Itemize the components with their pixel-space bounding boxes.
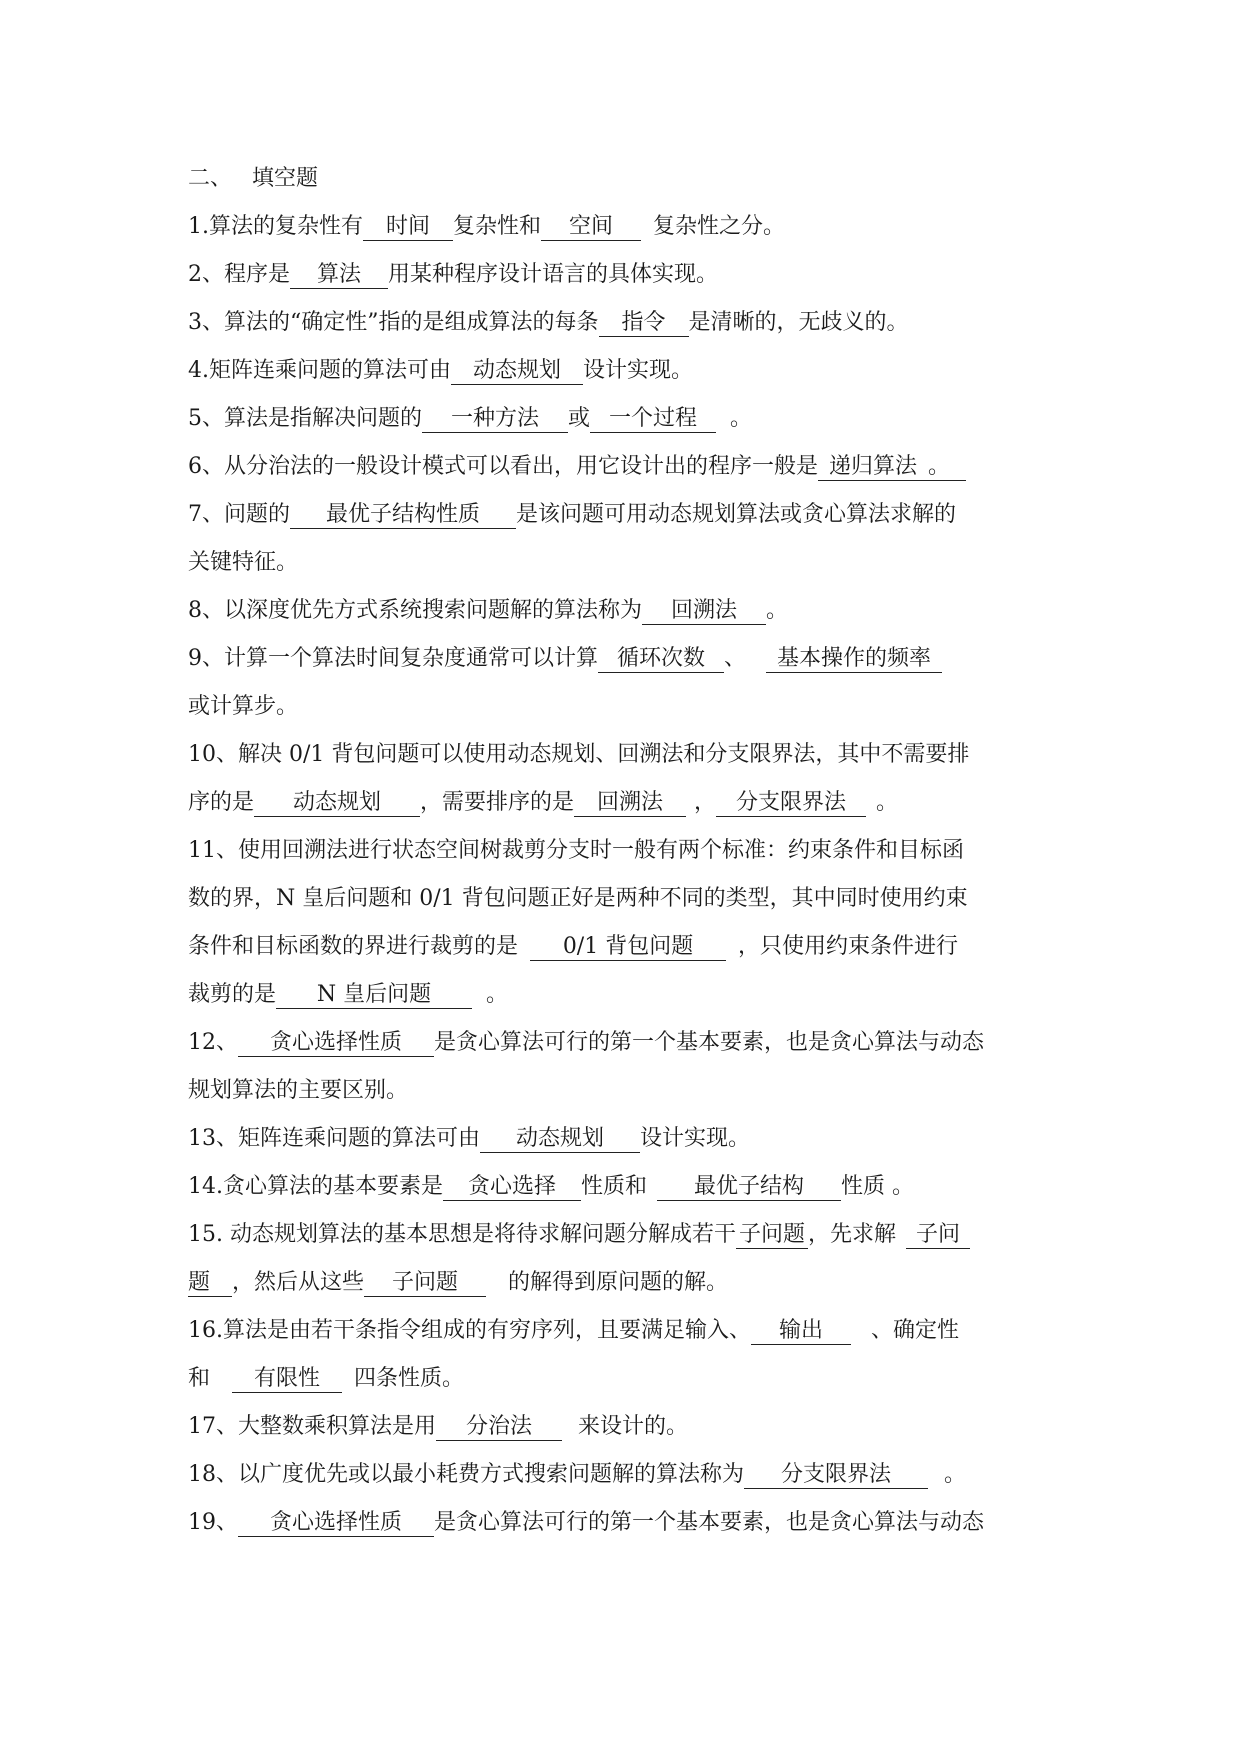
answer-blank: 贪心选择性质	[238, 1510, 434, 1537]
question-text: 关键特征。	[188, 550, 299, 575]
question-1	[188, 203, 1088, 251]
question-12	[188, 1019, 1088, 1067]
question-text: 9、计算一个算法时间复杂度通常可以计算	[188, 646, 598, 671]
question-text: 。	[730, 406, 753, 431]
answer-blank: 动态规划	[254, 790, 420, 817]
question-text: 或计算步。	[188, 694, 299, 719]
question-text: 11、使用回溯法进行状态空间树裁剪分支时一般有两个标准：约束条件和目标函	[188, 838, 964, 863]
answer-blank: 动态规划	[480, 1126, 640, 1153]
answer-blank: 分支限界法	[744, 1462, 928, 1489]
question-text: 。	[876, 790, 899, 815]
question-text: ，	[694, 790, 717, 815]
question-10	[188, 731, 1088, 779]
question-text: 和	[188, 1366, 211, 1391]
question-text: 的解得到原问题的解。	[508, 1270, 729, 1295]
question-text: 8、以深度优先方式系统搜索问题解的算法称为	[188, 598, 642, 623]
answer-blank: 子问	[906, 1222, 970, 1249]
question-text: 。	[486, 982, 509, 1007]
question-text: 性质和	[581, 1174, 648, 1199]
question-text: ，然后从这些	[232, 1270, 365, 1295]
answer-blank: 最优子结构性质	[290, 502, 516, 529]
question-text: 17、大整数乘积算法是用	[188, 1414, 436, 1439]
question-2	[188, 251, 1088, 299]
question-6	[188, 443, 1088, 491]
answer-blank: 动态规划	[451, 358, 583, 385]
question-text: 18、以广度优先或以最小耗费方式搜索问题解的算法称为	[188, 1462, 744, 1487]
question-18	[188, 1451, 1088, 1499]
question-text: 数的界，N 皇后问题和 0/1 背包问题正好是两种不同的类型，其中同时使用约束	[188, 886, 968, 911]
question-15-continued	[188, 1259, 1088, 1307]
question-text: 设计实现。	[640, 1126, 751, 1151]
answer-blank: 算法	[290, 262, 388, 289]
answer-blank: 贪心选择性质	[238, 1030, 434, 1057]
question-11-line-4	[188, 971, 1088, 1019]
question-text: 5、算法是指解决问题的	[188, 406, 422, 431]
question-text: 7、问题的	[188, 502, 290, 527]
answer-blank: 基本操作的频率	[766, 646, 942, 673]
question-text: 。	[944, 1462, 967, 1487]
question-10-continued	[188, 779, 1088, 827]
section-number: 二、	[188, 166, 233, 191]
answer-blank: 时间	[363, 214, 453, 241]
question-text: 14.贪心算法的基本要素是	[188, 1174, 443, 1199]
question-text: ，先求解	[807, 1222, 896, 1247]
question-text: 复杂性之分。	[653, 214, 786, 239]
answer-blank: 循环次数	[598, 646, 724, 673]
question-13	[188, 1115, 1088, 1163]
question-text: 四条性质。	[354, 1366, 465, 1391]
question-text: 用某种程序设计语言的具体实现。	[388, 262, 719, 287]
question-11-line-2	[188, 875, 1088, 923]
answer-blank: 空间	[541, 214, 641, 241]
question-text: 15. 动态规划算法的基本思想是将待求解问题分解成若干	[188, 1222, 736, 1247]
question-text: 复杂性和	[453, 214, 542, 239]
answer-blank: 分治法	[436, 1414, 562, 1441]
question-text: 裁剪的是	[188, 982, 277, 1007]
question-text: 2、程序是	[188, 262, 290, 287]
answer-blank: 有限性	[232, 1366, 342, 1393]
question-9-continued	[188, 683, 1088, 731]
question-9	[188, 635, 1088, 683]
question-12-continued	[188, 1067, 1088, 1115]
answer-blank: 子问题	[736, 1222, 808, 1249]
question-text: 设计实现。	[583, 358, 694, 383]
answer-blank: 递归算法	[818, 454, 928, 481]
question-text: 来设计的。	[578, 1414, 689, 1439]
answer-blank: 子问题	[364, 1270, 486, 1297]
question-text: 16.算法是由若干条指令组成的有穷序列，且要满足输入、	[188, 1318, 751, 1343]
answer-blank: 贪心选择	[443, 1174, 581, 1201]
question-17	[188, 1403, 1088, 1451]
question-15	[188, 1211, 1088, 1259]
answer-blank: 0/1 背包问题	[530, 934, 726, 961]
section-heading	[188, 155, 1088, 203]
question-text: ，只使用约束条件进行	[738, 934, 959, 959]
question-5	[188, 395, 1088, 443]
question-19	[188, 1499, 1088, 1547]
question-text: 1.算法的复杂性有	[188, 214, 363, 239]
answer-blank: N 皇后问题	[276, 982, 472, 1009]
question-16	[188, 1307, 1088, 1355]
answer-blank: 输出	[751, 1318, 851, 1345]
question-text: 是该问题可用动态规划算法或贪心算法求解的	[516, 502, 957, 527]
question-text: 6、从分治法的一般设计模式可以看出，用它设计出的程序一般是	[188, 454, 818, 479]
question-text: 3、算法的“确定性”指的是组成算法的每条	[188, 310, 599, 335]
answer-blank: 一种方法	[422, 406, 568, 433]
question-text: 。	[766, 598, 789, 623]
question-text: 规划算法的主要区别。	[188, 1078, 409, 1103]
question-text: 、	[724, 646, 747, 671]
answer-blank: 最优子结构	[657, 1174, 841, 1201]
question-4	[188, 347, 1088, 395]
question-text: 条件和目标函数的界进行裁剪的是	[188, 934, 519, 959]
question-text: 序的是	[188, 790, 255, 815]
question-text: 、确定性	[871, 1318, 960, 1343]
question-text: 19、	[188, 1510, 238, 1535]
answer-blank: 分支限界法	[716, 790, 866, 817]
answer-blank: 回溯法	[574, 790, 686, 817]
question-text: ，需要排序的是	[420, 790, 575, 815]
question-text: 是清晰的，无歧义的。	[688, 310, 909, 335]
answer-blank: 题	[188, 1270, 232, 1297]
question-3	[188, 299, 1088, 347]
answer-blank-end: 。	[928, 454, 966, 481]
question-text: 性质 。	[841, 1174, 915, 1199]
question-text: 4.矩阵连乘问题的算法可由	[188, 358, 451, 383]
question-11	[188, 827, 1088, 875]
question-11-line-3	[188, 923, 1088, 971]
answer-blank: 回溯法	[642, 598, 766, 625]
section-title: 填空题	[252, 166, 319, 191]
question-text: 是贪心算法可行的第一个基本要素，也是贪心算法与动态	[434, 1030, 985, 1055]
question-list	[188, 155, 1088, 1547]
question-text: 13、矩阵连乘问题的算法可由	[188, 1126, 480, 1151]
question-text: 12、	[188, 1030, 238, 1055]
answer-blank: 指令	[599, 310, 689, 337]
question-7	[188, 491, 1088, 539]
question-16-continued	[188, 1355, 1088, 1403]
answer-blank: 一个过程	[590, 406, 716, 433]
question-text: 10、解决 0/1 背包问题可以使用动态规划、回溯法和分支限界法，其中不需要排	[188, 742, 970, 767]
question-text: 是贪心算法可行的第一个基本要素，也是贪心算法与动态	[434, 1510, 985, 1535]
question-14	[188, 1163, 1088, 1211]
question-8	[188, 587, 1088, 635]
question-7-continued	[188, 539, 1088, 587]
question-text: 或	[568, 406, 591, 431]
